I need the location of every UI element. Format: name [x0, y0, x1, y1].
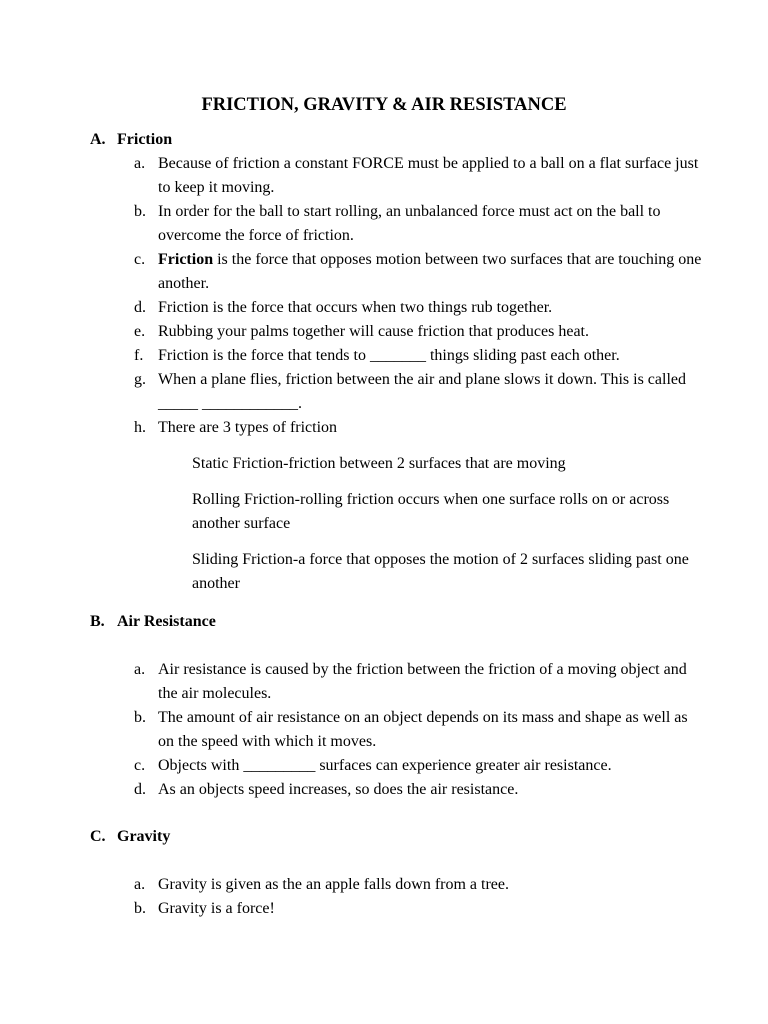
list-item-text: Gravity is given as the an apple falls down from a tree.	[158, 876, 509, 893]
list-item-text: Objects with _________ surfaces can experience greater air resistance.	[158, 757, 612, 774]
list-marker: b.	[134, 203, 146, 220]
list-item-text: is the force that opposes motion between two surfaces that are touching one another.	[158, 251, 702, 292]
list-item	[134, 320, 704, 344]
list-marker: a.	[134, 661, 146, 678]
list-item	[134, 873, 704, 897]
list-item	[134, 152, 704, 200]
list-item-text: Because of friction a constant FORCE must be applied to a ball on a flat surface just to keep it moving.	[158, 155, 699, 196]
list-item	[134, 778, 704, 802]
list-item-bold-term: Friction	[158, 251, 214, 268]
list-marker: b.	[134, 709, 146, 726]
list-marker: h.	[134, 419, 146, 436]
list-item	[134, 200, 704, 248]
section-title: Friction	[117, 131, 173, 148]
section-heading-friction	[90, 128, 172, 152]
section-title: Gravity	[117, 828, 171, 845]
list-marker: c.	[134, 757, 146, 774]
list-item-text: Rubbing your palms together will cause friction that produces heat.	[158, 323, 589, 340]
list-marker: b.	[134, 900, 146, 917]
list-item-text: Air resistance is caused by the friction between the friction of a moving object and the air molecules.	[158, 661, 687, 702]
list-item	[134, 897, 704, 921]
list-item	[134, 344, 704, 368]
list-item	[134, 658, 704, 706]
list-marker: c.	[134, 251, 146, 268]
list-marker: g.	[134, 371, 146, 388]
section-heading-gravity	[90, 825, 170, 849]
list-item	[134, 706, 704, 754]
list-marker: d.	[134, 299, 146, 316]
friction-type-sliding: Sliding Friction-a force that opposes the motion of 2 surfaces sliding past one another	[192, 551, 689, 592]
list-item-text: The amount of air resistance on an object depends on its mass and shape as well as on the speed with which it moves.	[158, 709, 688, 750]
list-item	[134, 296, 704, 320]
page-title: FRICTION, GRAVITY & AIR RESISTANCE	[201, 95, 567, 115]
list-marker: a.	[134, 876, 146, 893]
list-item-text: Gravity is a force!	[158, 900, 275, 917]
list-marker: f.	[134, 347, 144, 364]
list-marker: e.	[134, 323, 146, 340]
friction-type-rolling: Rolling Friction-rolling friction occurs when one surface rolls on or across another surface	[192, 491, 670, 532]
list-item-text: When a plane flies, friction between the air and plane slows it down. This is called _____ ____________.	[158, 371, 686, 412]
section-heading-air-resistance	[90, 610, 216, 634]
friction-list	[134, 152, 704, 440]
air-resistance-list	[134, 658, 704, 802]
section-letter: A.	[90, 131, 106, 148]
list-item	[134, 416, 704, 440]
list-item-text: There are 3 types of friction	[158, 419, 338, 436]
list-item	[134, 754, 704, 778]
list-item	[134, 368, 704, 416]
section-title: Air Resistance	[117, 613, 216, 630]
gravity-list	[134, 873, 704, 921]
list-item-text: Friction is the force that tends to _______ things sliding past each other.	[158, 347, 620, 364]
list-item-text: In order for the ball to start rolling, an unbalanced force must act on the ball to overcome the force of friction.	[158, 203, 661, 244]
list-item-text: As an objects speed increases, so does the air resistance.	[158, 781, 519, 798]
section-letter: B.	[90, 613, 105, 630]
list-marker: a.	[134, 155, 146, 172]
list-item-text: Friction is the force that occurs when two things rub together.	[158, 299, 553, 316]
list-marker: d.	[134, 781, 146, 798]
list-item	[134, 248, 704, 296]
section-letter: C.	[90, 828, 106, 845]
friction-type-static: Static Friction-friction between 2 surfaces that are moving	[192, 455, 566, 472]
